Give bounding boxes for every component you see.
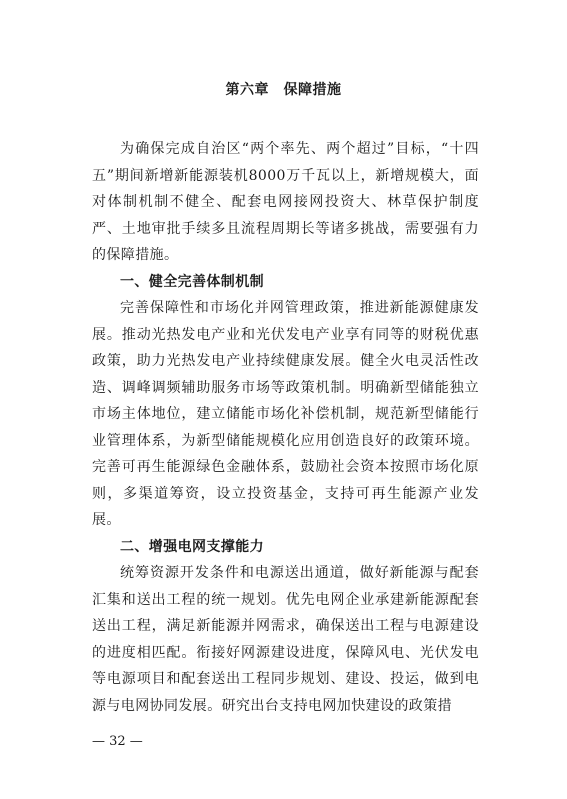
chapter-title: 第六章 保障措施 [225,82,342,98]
section-paragraph-2: 统筹资源开发条件和电源送出通道，做好新能源与配套汇集和送出工程的统一规划。优先电网企业承建新能源配套送出工程，满足新能源并网需求，确保送出工程与电源建设的进度相匹配。衔接好网源建设进度，保障风电、光伏发电等电源项目和配套送出工程同步规划、建设、投运，做到电源与电网协同发展。研究出台支持电网加快建设的政策措 [92,565,479,714]
section-heading-2: 二、增强电网支撑能力 [120,538,264,555]
page-number: — 32 — [92,734,143,749]
section-heading-1: 一、健全完善体制机制 [120,273,264,290]
section-paragraph-1: 完善保障性和市场化并网管理政策，推进新能源健康发展。推动光热发电产业和光伏发电产业享有同等的财税优惠政策，助力光热发电产业持续健康发展。健全火电灵活性改造、调峰调频辅助服务市场等政策机制。明确新型储能独立市场主体地位，建立储能市场化补偿机制，规范新型储能行业管理体系，为新型储能规模化应用创造良好的政策环境。完善可再生能源绿色金融体系，鼓励社会资本按照市场化原则，多渠道筹资，设立投资基金，支持可再生能源产业发展。 [92,300,479,528]
body-text [92,136,479,719]
intro-paragraph: 为确保完成自治区“两个率先、两个超过”目标，“十四五”期间新增新能源装机8000万千瓦以上，新增规模大，面对体制机制不健全、配套电网接网投资大、林草保护制度严、土地审批手续多且流程周期长等诸多挑战，需要强有力的保障措施。 [92,141,479,263]
